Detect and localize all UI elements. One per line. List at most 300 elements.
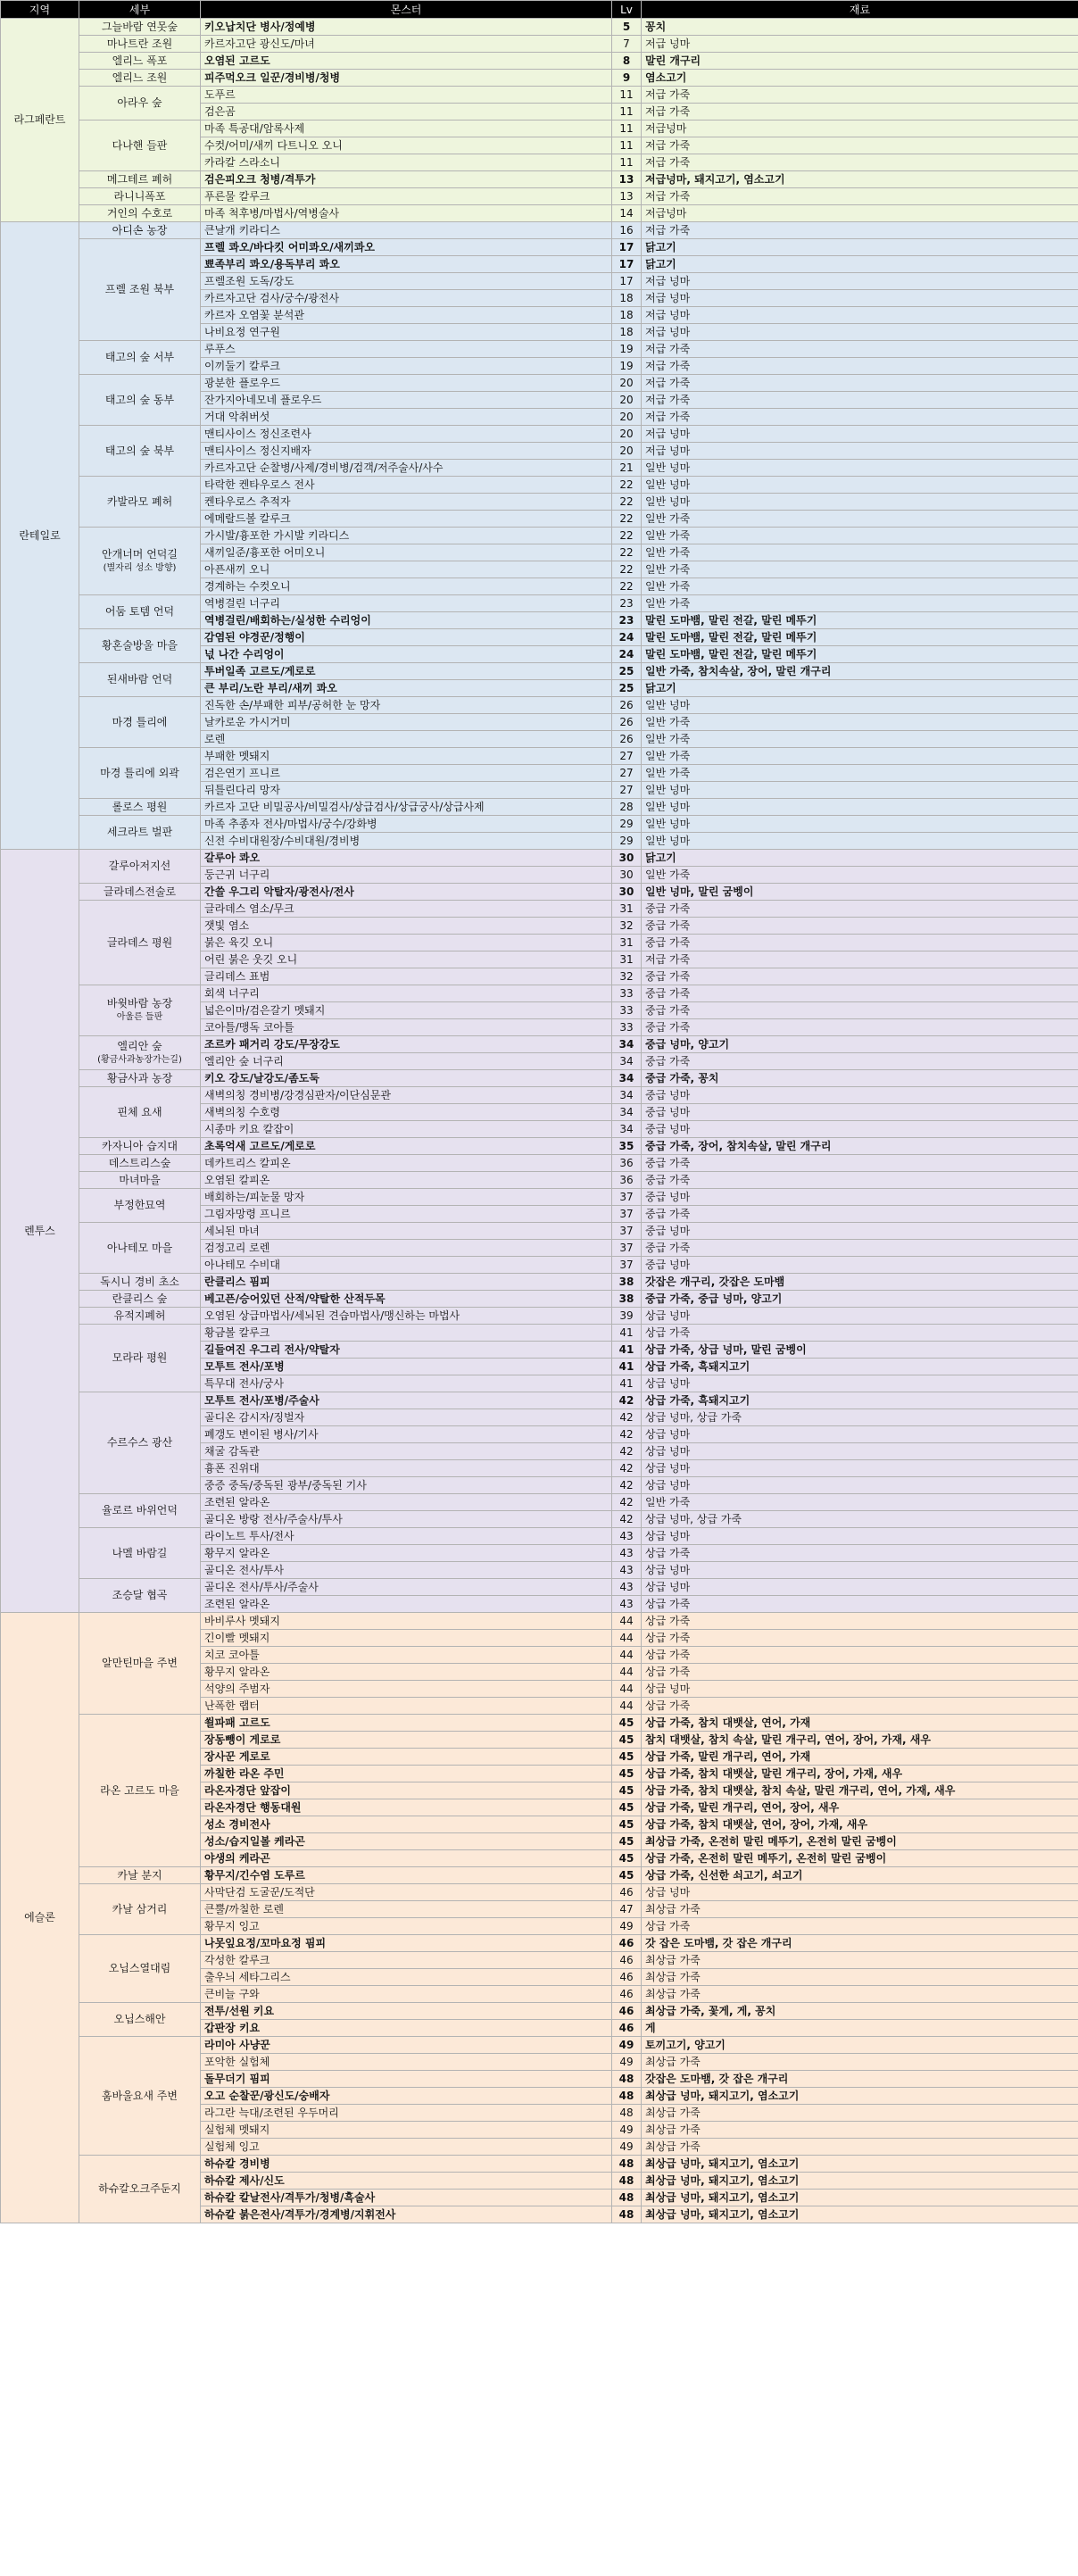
- subarea-name: 독시니 경비 초소: [100, 1275, 179, 1288]
- material-cell: 말린 도마뱀, 말린 전갈, 말린 메뚜기: [642, 629, 1078, 646]
- monster-cell: 맨티사이스 정신조련사: [201, 426, 612, 443]
- material-cell: 상급 가죽, 흑돼지고기: [642, 1392, 1078, 1409]
- monster-cell: 야생의 케라곤: [201, 1850, 612, 1867]
- material-cell: 말린 도마뱀, 말린 전갈, 말린 메뚜기: [642, 646, 1078, 663]
- subarea-name: 부정한묘역: [113, 1199, 166, 1211]
- header-level: Lv: [612, 1, 642, 19]
- level-cell: 9: [612, 70, 642, 87]
- monster-cell: 피주먹오크 일꾼/경비병/청병: [201, 70, 612, 87]
- table-row: [1, 222, 1078, 239]
- level-cell: 47: [612, 1901, 642, 1918]
- level-cell: 24: [612, 629, 642, 646]
- subarea-cell: [79, 595, 201, 629]
- material-cell: 중급 넝마, 양고기: [642, 1036, 1078, 1053]
- level-cell: 49: [612, 2139, 642, 2156]
- monster-cell: 둥근귀 너구리: [201, 867, 612, 884]
- monster-cell: 검은연기 프니르: [201, 765, 612, 782]
- material-cell: 상급 넝마: [642, 1426, 1078, 1443]
- material-cell: 상급 가죽, 상급 넝마, 말린 굼벵이: [642, 1342, 1078, 1359]
- subarea-cell: [79, 1274, 201, 1291]
- subarea-cell: [79, 1070, 201, 1087]
- material-cell: 저급 넝마: [642, 443, 1078, 460]
- level-cell: 22: [612, 578, 642, 595]
- material-cell: 최상급 가죽: [642, 2139, 1078, 2156]
- table-row: [1, 2003, 1078, 2020]
- subarea-name: 거인의 수호로: [106, 206, 173, 220]
- monster-cell: 프렐 콰오/바다킷 어미콰오/새끼콰오: [201, 239, 612, 256]
- level-cell: 33: [612, 1002, 642, 1019]
- level-cell: 31: [612, 935, 642, 951]
- monster-cell: 출우늬 세타그리스: [201, 1969, 612, 1986]
- material-cell: 일반 넝마: [642, 697, 1078, 714]
- monster-cell: 채굴 감독관: [201, 1443, 612, 1460]
- monster-cell: 카르자고단 검사/궁수/광전사: [201, 290, 612, 307]
- level-cell: 19: [612, 358, 642, 375]
- monster-cell: 거대 악취버섯: [201, 409, 612, 426]
- monster-cell: 배회하는/피눈물 망자: [201, 1189, 612, 1206]
- subarea-cell: [79, 87, 201, 120]
- level-cell: 14: [612, 205, 642, 222]
- subarea-cell: [79, 1087, 201, 1138]
- material-cell: 중급 가죽: [642, 1240, 1078, 1257]
- material-cell: 닭고기: [642, 680, 1078, 697]
- level-cell: 42: [612, 1477, 642, 1494]
- monster-cell: 엘리안 숲 너구리: [201, 1053, 612, 1070]
- subarea-cell: [79, 1935, 201, 2003]
- material-cell: 저급 가죽: [642, 154, 1078, 171]
- monster-cell: 성소/습지일볼 케라곤: [201, 1833, 612, 1850]
- subarea-cell: [79, 188, 201, 205]
- subarea-cell: [79, 19, 201, 36]
- subarea-name: 된새바람 언덕: [106, 673, 173, 686]
- subarea-cell: [79, 528, 201, 595]
- monster-cell: 라이노트 투사/전사: [201, 1528, 612, 1545]
- level-cell: 45: [612, 1867, 642, 1884]
- monster-cell: 카르자 오염꽃 분석관: [201, 307, 612, 324]
- material-cell: 최상급 가죽: [642, 2122, 1078, 2139]
- monster-cell: 카르자고단 순찰병/사제/경비병/검객/저주술사/사수: [201, 460, 612, 477]
- level-cell: 34: [612, 1104, 642, 1121]
- monster-cell: 조르카 패거리 강도/무장강도: [201, 1036, 612, 1053]
- monster-cell: 큰날개 키라디스: [201, 222, 612, 239]
- level-cell: 31: [612, 951, 642, 968]
- subarea-name: 아나테모 마을: [106, 1241, 173, 1254]
- subarea-name: 안개너머 언덕길: [102, 547, 178, 561]
- material-cell: 중급 가죽, 중급 넝마, 양고기: [642, 1291, 1078, 1308]
- material-cell: 중급 가죽: [642, 1206, 1078, 1223]
- material-cell: 중급 가죽: [642, 1172, 1078, 1189]
- level-cell: 44: [612, 1698, 642, 1715]
- monster-cell: 라미아 사냥꾼: [201, 2037, 612, 2054]
- monster-cell: 새끼일준/흉포한 어미오니: [201, 544, 612, 561]
- material-cell: 중급 가죽, 장어, 참치속살, 말린 개구리: [642, 1138, 1078, 1155]
- subarea-cell: [79, 239, 201, 341]
- level-cell: 45: [612, 1799, 642, 1816]
- monster-cell: 넓은이마/검은갈기 멧돼지: [201, 1002, 612, 1019]
- subarea-cell: [79, 1308, 201, 1325]
- material-cell: 상급 가죽: [642, 1325, 1078, 1342]
- subarea-cell: [79, 697, 201, 748]
- material-cell: 상급 넝마, 상급 가죽: [642, 1409, 1078, 1426]
- monster-cell: 카라칼 스라소니: [201, 154, 612, 171]
- level-cell: 17: [612, 239, 642, 256]
- level-cell: 45: [612, 1749, 642, 1766]
- material-cell: 중급 가죽: [642, 918, 1078, 935]
- subarea-name: 마나트란 조원: [106, 37, 173, 50]
- level-cell: 45: [612, 1715, 642, 1732]
- level-cell: 37: [612, 1223, 642, 1240]
- table-row: [1, 188, 1078, 205]
- monster-cell: 초록억새 고르도/게로로: [201, 1138, 612, 1155]
- table-row: [1, 1223, 1078, 1240]
- monster-cell: 황무지 잉고: [201, 1918, 612, 1935]
- level-cell: 20: [612, 426, 642, 443]
- material-cell: 최상급 가죽: [642, 1901, 1078, 1918]
- level-cell: 13: [612, 188, 642, 205]
- subarea-name: 유적지폐허: [113, 1309, 166, 1322]
- monster-cell: 진독한 손/부패한 피부/공허한 눈 망자: [201, 697, 612, 714]
- monster-cell: 신전 수비대원장/수비대원/경비병: [201, 833, 612, 850]
- header-region: 지역: [1, 1, 79, 19]
- subarea-name: 황금사과 농장: [106, 1071, 173, 1084]
- header-monster: 몬스터: [201, 1, 612, 19]
- monster-cell: 모투트 전사/포병: [201, 1359, 612, 1375]
- level-cell: 20: [612, 409, 642, 426]
- level-cell: 45: [612, 1850, 642, 1867]
- level-cell: 48: [612, 2105, 642, 2122]
- table-row: [1, 1291, 1078, 1308]
- table-row: [1, 36, 1078, 53]
- level-cell: 27: [612, 748, 642, 765]
- level-cell: 49: [612, 2054, 642, 2071]
- table-row: [1, 1494, 1078, 1511]
- level-cell: 49: [612, 2122, 642, 2139]
- monster-cell: 로렌: [201, 731, 612, 748]
- monster-cell: 검은피오크 청병/격투가: [201, 171, 612, 188]
- material-cell: 게: [642, 2020, 1078, 2037]
- subarea-note: (별자리 성소 방향): [103, 562, 177, 573]
- subarea-name: 글라데스전술로: [103, 885, 177, 898]
- monster-cell: 골디온 방랑 전사/주술사/투사: [201, 1511, 612, 1528]
- table-row: [1, 53, 1078, 70]
- subarea-cell: [79, 1138, 201, 1155]
- material-cell: 상급 가죽, 흑돼지고기: [642, 1359, 1078, 1375]
- table-row: [1, 205, 1078, 222]
- material-cell: 일반 가죽: [642, 561, 1078, 578]
- level-cell: 44: [612, 1664, 642, 1681]
- material-cell: 상급 넝마: [642, 1477, 1078, 1494]
- level-cell: 26: [612, 714, 642, 731]
- subarea-name: 바윗바람 농장: [106, 997, 173, 1010]
- material-cell: 중급 가죽, 꽁치: [642, 1070, 1078, 1087]
- material-cell: 저급넝마: [642, 120, 1078, 137]
- subarea-name: 태고의 숲 동부: [104, 393, 175, 406]
- monster-cell: 긴이빨 멧돼지: [201, 1630, 612, 1647]
- level-cell: 26: [612, 697, 642, 714]
- level-cell: 34: [612, 1121, 642, 1138]
- level-cell: 37: [612, 1189, 642, 1206]
- material-cell: 상급 가죽: [642, 1647, 1078, 1664]
- monster-cell: 검은곰: [201, 104, 612, 120]
- material-cell: 상급 가죽, 온전히 말린 메뚜기, 온전히 말린 굼벵이: [642, 1850, 1078, 1867]
- monster-cell: 조련된 알라온: [201, 1596, 612, 1613]
- level-cell: 22: [612, 544, 642, 561]
- monster-cell: 역병걸린 너구리: [201, 595, 612, 612]
- monster-cell: 성소 경비전사: [201, 1816, 612, 1833]
- material-cell: 상급 넝마: [642, 1308, 1078, 1325]
- level-cell: 36: [612, 1155, 642, 1172]
- material-cell: 일반 넝마, 말린 굼벵이: [642, 884, 1078, 901]
- level-cell: 34: [612, 1070, 642, 1087]
- level-cell: 46: [612, 1952, 642, 1969]
- monster-cell: 큰비늘 구와: [201, 1986, 612, 2003]
- level-cell: 17: [612, 256, 642, 273]
- material-cell: 중급 가죽: [642, 1155, 1078, 1172]
- table-row: [1, 87, 1078, 104]
- material-cell: 일반 넝마: [642, 782, 1078, 799]
- level-cell: 8: [612, 53, 642, 70]
- material-cell: 갓 잡은 도마뱀, 갓 잡은 개구리: [642, 1935, 1078, 1952]
- table-row: [1, 697, 1078, 714]
- subarea-name: 조승달 협곡: [112, 1589, 168, 1601]
- material-cell: 상급 넝마: [642, 1884, 1078, 1901]
- monster-cell: 뒤틀린다리 망자: [201, 782, 612, 799]
- material-cell: 저급 가죽: [642, 409, 1078, 426]
- level-cell: 48: [612, 2156, 642, 2173]
- table-row: [1, 1867, 1078, 1884]
- table-row: [1, 1528, 1078, 1545]
- level-cell: 42: [612, 1443, 642, 1460]
- subarea-name: 그늘바람 연못숲: [102, 20, 178, 33]
- subarea-name: 핀체 요새: [117, 1105, 162, 1118]
- material-cell: 저급 가죽: [642, 87, 1078, 104]
- material-cell: 일반 가죽: [642, 528, 1078, 544]
- monster-cell: 골디온 전사/투사: [201, 1562, 612, 1579]
- material-cell: 일반 가죽: [642, 748, 1078, 765]
- level-cell: 44: [612, 1681, 642, 1698]
- material-cell: 저급 넝마: [642, 324, 1078, 341]
- level-cell: 34: [612, 1036, 642, 1053]
- level-cell: 45: [612, 1766, 642, 1782]
- table-row: [1, 1155, 1078, 1172]
- level-cell: 16: [612, 222, 642, 239]
- subarea-note: 아울른 들판: [116, 1012, 163, 1022]
- subarea-cell: [79, 171, 201, 188]
- subarea-cell: [79, 2037, 201, 2156]
- monster-cell: 포악한 실험체: [201, 2054, 612, 2071]
- material-cell: 중급 가죽: [642, 968, 1078, 985]
- subarea-cell: [79, 1494, 201, 1528]
- material-cell: 일반 가죽: [642, 765, 1078, 782]
- subarea-cell: [79, 1223, 201, 1274]
- monster-cell: 시종마 키요 칼잡이: [201, 1121, 612, 1138]
- subarea-cell: [79, 1715, 201, 1867]
- subarea-note: (황금사과농장가는길): [97, 1054, 182, 1065]
- monster-cell: 새벽의칭 수호령: [201, 1104, 612, 1121]
- subarea-name: 다나핸 들판: [112, 138, 168, 152]
- subarea-name: 마경 틀리에: [112, 715, 168, 728]
- table-body: [1, 19, 1078, 2223]
- subarea-name: 글라데스 평원: [106, 935, 173, 949]
- subarea-name: 엘리느 조원: [112, 71, 168, 84]
- level-cell: 43: [612, 1579, 642, 1596]
- subarea-cell: [79, 375, 201, 426]
- material-cell: 중급 넝마: [642, 1121, 1078, 1138]
- table-row: [1, 663, 1078, 680]
- level-cell: 37: [612, 1240, 642, 1257]
- monster-cell: 글라데스 염소/무크: [201, 901, 612, 918]
- subarea-name: 카자니아 습지대: [102, 1139, 178, 1152]
- material-cell: 일반 넝마: [642, 494, 1078, 511]
- monster-cell: 난폭한 랩터: [201, 1698, 612, 1715]
- material-cell: 중급 넝마: [642, 1223, 1078, 1240]
- material-cell: 상급 가죽: [642, 1613, 1078, 1630]
- subarea-cell: [79, 2156, 201, 2223]
- subarea-name: 엘리느 폭포: [112, 54, 168, 67]
- material-cell: 상급 넝마: [642, 1579, 1078, 1596]
- level-cell: 37: [612, 1257, 642, 1274]
- subarea-name: 세크라트 벌판: [106, 826, 173, 838]
- monster-cell: 오염된 상급마법사/세뇌된 견습마법사/맹신하는 마법사: [201, 1308, 612, 1325]
- subarea-cell: [79, 205, 201, 222]
- subarea-cell: [79, 901, 201, 985]
- material-cell: 저급 가죽: [642, 188, 1078, 205]
- monster-cell: 큰뿔/까칠한 로렌: [201, 1901, 612, 1918]
- level-cell: 22: [612, 561, 642, 578]
- level-cell: 46: [612, 1884, 642, 1901]
- level-cell: 42: [612, 1392, 642, 1409]
- material-cell: 상급 가죽: [642, 1664, 1078, 1681]
- level-cell: 48: [612, 2173, 642, 2190]
- subarea-cell: [79, 36, 201, 53]
- table-row: [1, 629, 1078, 646]
- subarea-name: 카날 분지: [117, 1868, 162, 1882]
- region-cell: 에슬론: [1, 1613, 79, 2223]
- material-cell: 최상급 가죽: [642, 2105, 1078, 2122]
- table-row: [1, 239, 1078, 256]
- monster-cell: 오고 순찰꾼/광신도/숭배자: [201, 2088, 612, 2105]
- monster-cell: 세뇌된 마녀: [201, 1223, 612, 1240]
- monster-cell: 뾰족부리 콰오/용독부리 콰오: [201, 256, 612, 273]
- material-cell: 중급 가죽: [642, 1019, 1078, 1036]
- level-cell: 45: [612, 1782, 642, 1799]
- subarea-cell: [79, 1172, 201, 1189]
- level-cell: 41: [612, 1342, 642, 1359]
- subarea-name: 갈루아저지선: [108, 860, 171, 872]
- subarea-name: 태고의 숲 서부: [104, 351, 175, 363]
- level-cell: 42: [612, 1511, 642, 1528]
- level-cell: 42: [612, 1426, 642, 1443]
- subarea-cell: [79, 1528, 201, 1579]
- monster-cell: 투버일족 고르도/게로로: [201, 663, 612, 680]
- monster-cell: 특무대 전사/궁사: [201, 1375, 612, 1392]
- subarea-name: 모라라 평원: [112, 1351, 168, 1364]
- monster-cell: 오염된 고르도: [201, 53, 612, 70]
- monster-cell: 오염된 칼피온: [201, 1172, 612, 1189]
- material-cell: 상급 가죽, 참치 대뱃살, 연어, 가재: [642, 1715, 1078, 1732]
- material-cell: 일반 가죽: [642, 595, 1078, 612]
- level-cell: 30: [612, 850, 642, 867]
- monster-cell: 갑판장 키요: [201, 2020, 612, 2037]
- level-cell: 25: [612, 680, 642, 697]
- monster-cell: 사막단검 도굴꾼/도적단: [201, 1884, 612, 1901]
- subarea-cell: [79, 1867, 201, 1884]
- monster-cell: 장사꾼 게로로: [201, 1749, 612, 1766]
- monster-cell: 켄타우로스 추적자: [201, 494, 612, 511]
- material-cell: 일반 넝마: [642, 477, 1078, 494]
- monster-cell: 광분한 플로우드: [201, 375, 612, 392]
- material-cell: 일반 가죽: [642, 714, 1078, 731]
- level-cell: 5: [612, 19, 642, 36]
- subarea-name: 태고의 숲 북부: [104, 444, 175, 457]
- level-cell: 19: [612, 341, 642, 358]
- monster-cell: 치코 코아틀: [201, 1647, 612, 1664]
- subarea-cell: [79, 884, 201, 901]
- monster-cell: 바비루사 멧돼지: [201, 1613, 612, 1630]
- subarea-cell: [79, 1392, 201, 1494]
- material-cell: 저급 가죽: [642, 951, 1078, 968]
- material-cell: 중급 가죽: [642, 1053, 1078, 1070]
- monster-cell: 가시발/흉포한 가시발 키라디스: [201, 528, 612, 544]
- material-cell: 최상급 가죽, 온전히 말린 메뚜기, 온전히 말린 굼벵이: [642, 1833, 1078, 1850]
- monster-cell: 간쓸 우그리 악탈자/광전사/전사: [201, 884, 612, 901]
- material-cell: 일반 넝마: [642, 460, 1078, 477]
- monster-cell: 황무지/긴수염 도루르: [201, 1867, 612, 1884]
- table-row: [1, 1392, 1078, 1409]
- monster-cell: 경계하는 수컷오니: [201, 578, 612, 595]
- subarea-name: 오닙스열대림: [108, 1962, 171, 1974]
- level-cell: 22: [612, 494, 642, 511]
- subarea-cell: [79, 2003, 201, 2037]
- table-row: [1, 1935, 1078, 1952]
- level-cell: 11: [612, 104, 642, 120]
- table-row: [1, 1613, 1078, 1630]
- table-row: [1, 748, 1078, 765]
- material-cell: 저급 넝마: [642, 290, 1078, 307]
- material-cell: 일반 가죽: [642, 511, 1078, 528]
- level-cell: 41: [612, 1325, 642, 1342]
- level-cell: 20: [612, 375, 642, 392]
- table-row: [1, 528, 1078, 544]
- monster-cell: 아픈새끼 오니: [201, 561, 612, 578]
- monster-cell: 란클리스 핌피: [201, 1274, 612, 1291]
- material-cell: 상급 가죽, 말린 개구리, 연어, 가재: [642, 1749, 1078, 1766]
- material-cell: 중급 넝마: [642, 1104, 1078, 1121]
- subarea-name: 나멜 바람길: [112, 1546, 168, 1559]
- level-cell: 48: [612, 2088, 642, 2105]
- monster-cell: 황무지 알라온: [201, 1545, 612, 1562]
- subarea-cell: [79, 985, 201, 1036]
- level-cell: 11: [612, 137, 642, 154]
- material-cell: 최상급 가죽: [642, 1986, 1078, 2003]
- level-cell: 49: [612, 1918, 642, 1935]
- level-cell: 11: [612, 87, 642, 104]
- subarea-name: 데스트리스숲: [108, 1156, 171, 1169]
- subarea-name: 알만틴마을 주변: [102, 1657, 178, 1669]
- level-cell: 41: [612, 1359, 642, 1375]
- monster-cell: 회색 너구리: [201, 985, 612, 1002]
- level-cell: 11: [612, 154, 642, 171]
- material-cell: 저급 가죽: [642, 358, 1078, 375]
- level-cell: 45: [612, 1816, 642, 1833]
- monster-cell: 장동뺑이 게로로: [201, 1732, 612, 1749]
- level-cell: 34: [612, 1053, 642, 1070]
- material-cell: 최상급 넝마, 돼지고기, 염소고기: [642, 2190, 1078, 2206]
- level-cell: 11: [612, 120, 642, 137]
- monster-cell: 아나테모 수비대: [201, 1257, 612, 1274]
- level-cell: 26: [612, 731, 642, 748]
- material-cell: 일반 가죽: [642, 544, 1078, 561]
